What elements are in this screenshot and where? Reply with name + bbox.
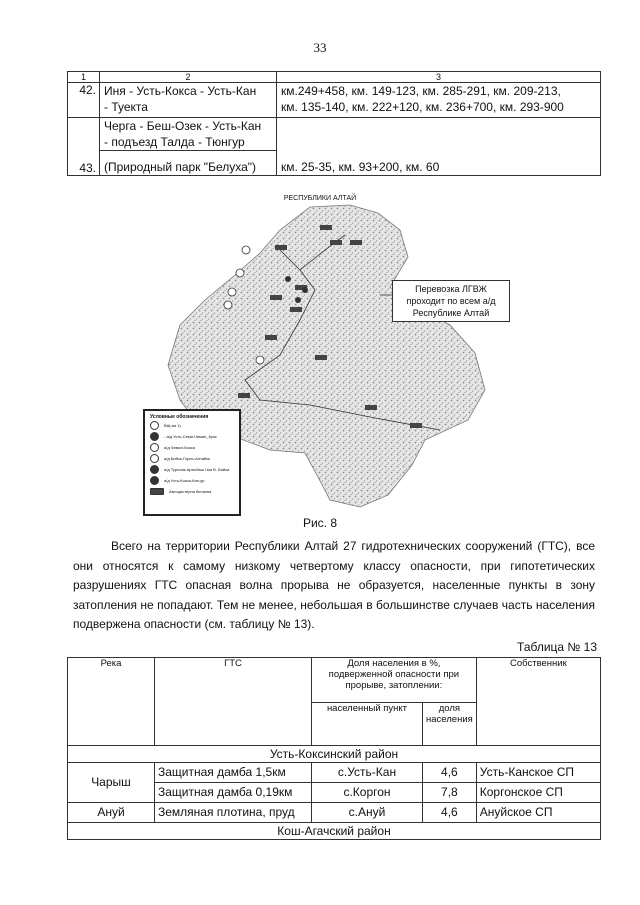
share-cell: 4,6 bbox=[423, 763, 477, 783]
header-share-sub: доля населения bbox=[423, 703, 477, 746]
legend-item: а/д Турочак-Артыбаш Чоя В. Бийка bbox=[145, 464, 239, 475]
figure-caption: Рис. 8 bbox=[302, 516, 338, 530]
callout-line: Республике Алтай bbox=[412, 308, 490, 318]
map-title: РЕСПУБЛИКИ АЛТАЙ bbox=[283, 195, 357, 202]
callout-line: Перевозка ЛГВЖ bbox=[415, 284, 487, 294]
tanker-truck-icon bbox=[150, 488, 164, 495]
route-cell bbox=[100, 83, 277, 118]
header-owner: Собственник bbox=[476, 658, 600, 746]
legend-item: а/д Усть-Кокса-Кан-ур bbox=[145, 475, 239, 486]
km-line: км. 135-140, км. 222+120, км. 236+700, км. 293-900 bbox=[281, 100, 564, 114]
legend-item: а/д Бийск-Горно-Алтайск bbox=[145, 453, 239, 464]
page-number: 33 bbox=[313, 40, 327, 55]
gts-cell: Защитная дамба 1,5км bbox=[155, 763, 312, 783]
route-line bbox=[104, 151, 272, 159]
circle-marker-icon bbox=[150, 443, 159, 452]
table-row bbox=[68, 83, 601, 118]
table-row bbox=[68, 118, 601, 176]
header-settlement: населенный пункт bbox=[312, 703, 423, 746]
routes-table bbox=[67, 71, 601, 176]
km-line: км. 25-35, км. 93+200, км. 60 bbox=[281, 160, 440, 174]
table-row bbox=[68, 763, 601, 783]
map-legend bbox=[143, 409, 241, 516]
gts-cell: Защитная дамба 0,19км bbox=[155, 783, 312, 803]
legend-title: Условные обозначения bbox=[150, 414, 209, 420]
filled-marker-icon bbox=[150, 476, 159, 485]
owner-cell: Коргонское СП bbox=[476, 783, 600, 803]
district-row bbox=[68, 746, 601, 763]
river-cell: Ануй bbox=[68, 803, 155, 823]
header-share: Доля населения в %, подверженной опасности при прорыве, затоплении: bbox=[312, 658, 477, 703]
table-row bbox=[68, 803, 601, 823]
district-name: Усть-Коксинский район bbox=[68, 746, 601, 763]
route-line: - Туекта bbox=[104, 100, 148, 114]
legend-item: а/д Чемал-Кокса bbox=[145, 442, 239, 453]
km-cell bbox=[277, 118, 601, 176]
header-gts: ГТС bbox=[155, 658, 312, 746]
body-paragraph: Всего на территории Республики Алтай 27 гидротехнических сооружений (ГТС), все они относятся к самому низкому четвертому классу опасности, при гипотетических разрушениях ГТС опасная волна прорыва не образуется, населенные пункты в зону затопления не попадают. Тем не менее, небольшая в большинстве случаев часть населения подвержена опасности (см. таблицу № 13). bbox=[73, 539, 595, 631]
col-header: 1 bbox=[68, 72, 100, 83]
transport-callout bbox=[392, 280, 510, 322]
settlement-cell: с.Коргон bbox=[312, 783, 423, 803]
filled-marker-icon bbox=[150, 432, 159, 441]
route-line: - подъезд Талда - Тюнгур bbox=[100, 134, 276, 151]
legend-item: ВЩ км 1) bbox=[145, 420, 239, 431]
share-cell: 4,6 bbox=[423, 803, 477, 823]
owner-cell: Ануйское СП bbox=[476, 803, 600, 823]
district-name: Кош-Агачский район bbox=[68, 823, 601, 840]
district-row bbox=[68, 823, 601, 840]
circle-marker-icon bbox=[150, 421, 159, 430]
table-label: Таблица № 13 bbox=[517, 640, 597, 654]
legend-item: Автоцистерна бензина bbox=[145, 486, 239, 497]
gts-table bbox=[67, 657, 601, 840]
col-header: 2 bbox=[100, 72, 277, 83]
gts-cell: Земляная плотина, пруд bbox=[155, 803, 312, 823]
route-line: (Природный парк "Белуха") bbox=[104, 160, 257, 174]
route-line: Иня - Усть-Кокса - Усть-Кан bbox=[104, 84, 257, 98]
col-header: 3 bbox=[277, 72, 601, 83]
row-number: 42. bbox=[68, 83, 100, 118]
callout-line: проходит по всем а/д bbox=[406, 296, 496, 306]
settlement-cell: с.Ануй bbox=[312, 803, 423, 823]
settlement-cell: с.Усть-Кан bbox=[312, 763, 423, 783]
header-river: Река bbox=[68, 658, 155, 746]
river-cell: Чарыш bbox=[68, 763, 155, 803]
owner-cell: Усть-Канское СП bbox=[476, 763, 600, 783]
route-cell bbox=[100, 118, 277, 176]
share-cell: 7,8 bbox=[423, 783, 477, 803]
table-header-row bbox=[68, 658, 601, 703]
km-cell bbox=[277, 83, 601, 118]
table-header-row bbox=[68, 72, 601, 83]
route-line: Черга - Беш-Озек - Усть-Кан bbox=[104, 119, 262, 133]
circle-marker-icon bbox=[150, 454, 159, 463]
filled-marker-icon bbox=[150, 465, 159, 474]
km-line: км.249+458, км. 149-123, км. 285-291, км. 209-213, bbox=[281, 84, 561, 98]
row-number: 43. bbox=[68, 118, 100, 176]
legend-item: - а/д Усть-Сема-Чемал_Куэс bbox=[145, 431, 239, 442]
